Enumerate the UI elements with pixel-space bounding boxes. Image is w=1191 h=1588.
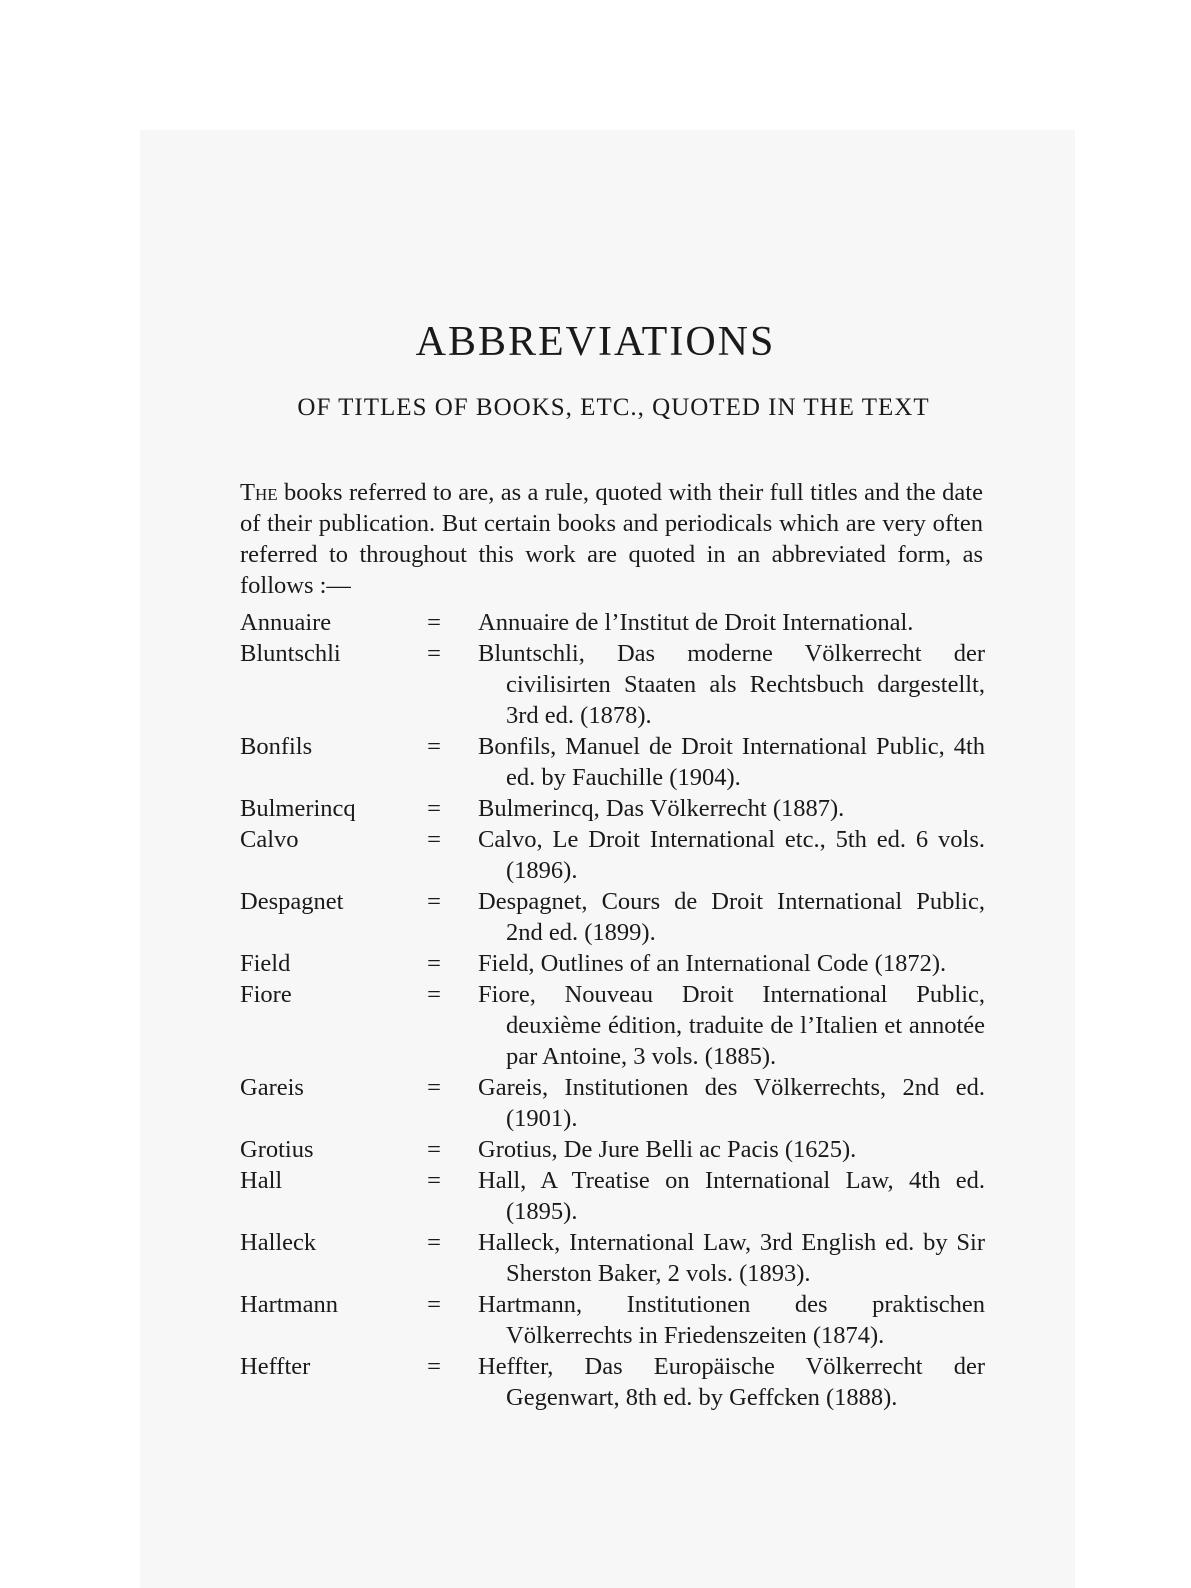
abbreviation-entry xyxy=(240,824,985,886)
abbreviation-entry xyxy=(240,607,985,638)
full-title: Bluntschli, Das moderne Völkerrecht der civilisirten Staaten als Rechtsbuch dargestellt, 3rd ed. (1878). xyxy=(478,640,985,729)
page-subtitle: OF TITLES OF BOOKS, ETC., QUOTED IN THE TEXT xyxy=(297,394,930,421)
abbreviation: Annuaire xyxy=(240,609,332,636)
full-title: Hartmann, Institutionen des praktischen Völkerrechts in Friedenszeiten (1874). xyxy=(478,1291,985,1349)
abbreviation: Bulmerincq xyxy=(240,795,356,822)
abbreviation: Hartmann xyxy=(240,1291,338,1318)
intro-body: books referred to are, as a rule, quoted with their full titles and the date of their publication. But certain books and periodicals which are very often referred to throughout this work are quoted in an abbreviated form, as follows :— xyxy=(240,479,983,599)
abbreviation: Field xyxy=(240,950,291,977)
abbreviation-entry xyxy=(240,1289,985,1351)
abbreviation-entry xyxy=(240,1351,985,1413)
full-title: Despagnet, Cours de Droit International Public, 2nd ed. (1899). xyxy=(478,888,985,946)
equals-sign: = xyxy=(427,1167,441,1194)
abbreviation-entry xyxy=(240,731,985,793)
abbreviation: Bluntschli xyxy=(240,640,341,667)
equals-sign: = xyxy=(427,1074,441,1101)
abbreviation-entry xyxy=(240,793,985,824)
abbreviation-entry xyxy=(240,638,985,731)
full-title: Halleck, International Law, 3rd English ed. by Sir Sherston Baker, 2 vols. (1893). xyxy=(478,1229,985,1287)
equals-sign: = xyxy=(427,826,441,853)
abbreviation-entry xyxy=(240,948,985,979)
abbreviation-list xyxy=(240,607,985,1413)
equals-sign: = xyxy=(427,795,441,822)
abbreviation: Despagnet xyxy=(240,888,344,915)
page-title: ABBREVIATIONS xyxy=(415,319,776,365)
equals-sign: = xyxy=(427,1291,441,1318)
abbreviation: Halleck xyxy=(240,1229,317,1256)
equals-sign: = xyxy=(427,733,441,760)
abbreviation-entry xyxy=(240,1134,985,1165)
abbreviation: Gareis xyxy=(240,1074,304,1101)
equals-sign: = xyxy=(427,888,441,915)
full-title: Heffter, Das Europäische Völkerrecht der Gegenwart, 8th ed. by Geffcken (1888). xyxy=(478,1353,985,1411)
equals-sign: = xyxy=(427,1136,441,1163)
abbreviation-entry xyxy=(240,979,985,1072)
full-title: Gareis, Institutionen des Völkerrechts, 2nd ed. (1901). xyxy=(478,1074,985,1132)
intro-lead-word: The xyxy=(240,479,278,506)
abbreviation: Hall xyxy=(240,1167,283,1194)
full-title: Grotius, De Jure Belli ac Pacis (1625). xyxy=(478,1136,857,1163)
equals-sign: = xyxy=(427,950,441,977)
abbreviation-entry xyxy=(240,886,985,948)
equals-sign: = xyxy=(427,640,441,667)
equals-sign: = xyxy=(427,981,441,1008)
full-title: Field, Outlines of an International Code (1872). xyxy=(478,950,947,977)
abbreviation-entry xyxy=(240,1165,985,1227)
full-title: Hall, A Treatise on International Law, 4th ed. (1895). xyxy=(478,1167,985,1225)
abbreviation-entry xyxy=(240,1072,985,1134)
full-title: Bonfils, Manuel de Droit International Public, 4th ed. by Fauchille (1904). xyxy=(478,733,985,791)
equals-sign: = xyxy=(427,609,441,636)
abbreviation: Fiore xyxy=(240,981,292,1008)
full-title: Annuaire de l’Institut de Droit International. xyxy=(478,609,914,636)
equals-sign: = xyxy=(427,1353,441,1380)
abbreviation: Heffter xyxy=(240,1353,311,1380)
abbreviation: Grotius xyxy=(240,1136,314,1163)
equals-sign: = xyxy=(427,1229,441,1256)
intro-paragraph xyxy=(240,477,983,601)
full-title: Bulmerincq, Das Völkerrecht (1887). xyxy=(478,795,845,822)
full-title: Calvo, Le Droit International etc., 5th ed. 6 vols. (1896). xyxy=(478,826,985,884)
full-title: Fiore, Nouveau Droit International Public, deuxième édition, traduite de l’Italien et annotée par Antoine, 3 vols. (1885). xyxy=(478,981,985,1070)
abbreviation-entry xyxy=(240,1227,985,1289)
abbreviation: Bonfils xyxy=(240,733,313,760)
abbreviation: Calvo xyxy=(240,826,299,853)
